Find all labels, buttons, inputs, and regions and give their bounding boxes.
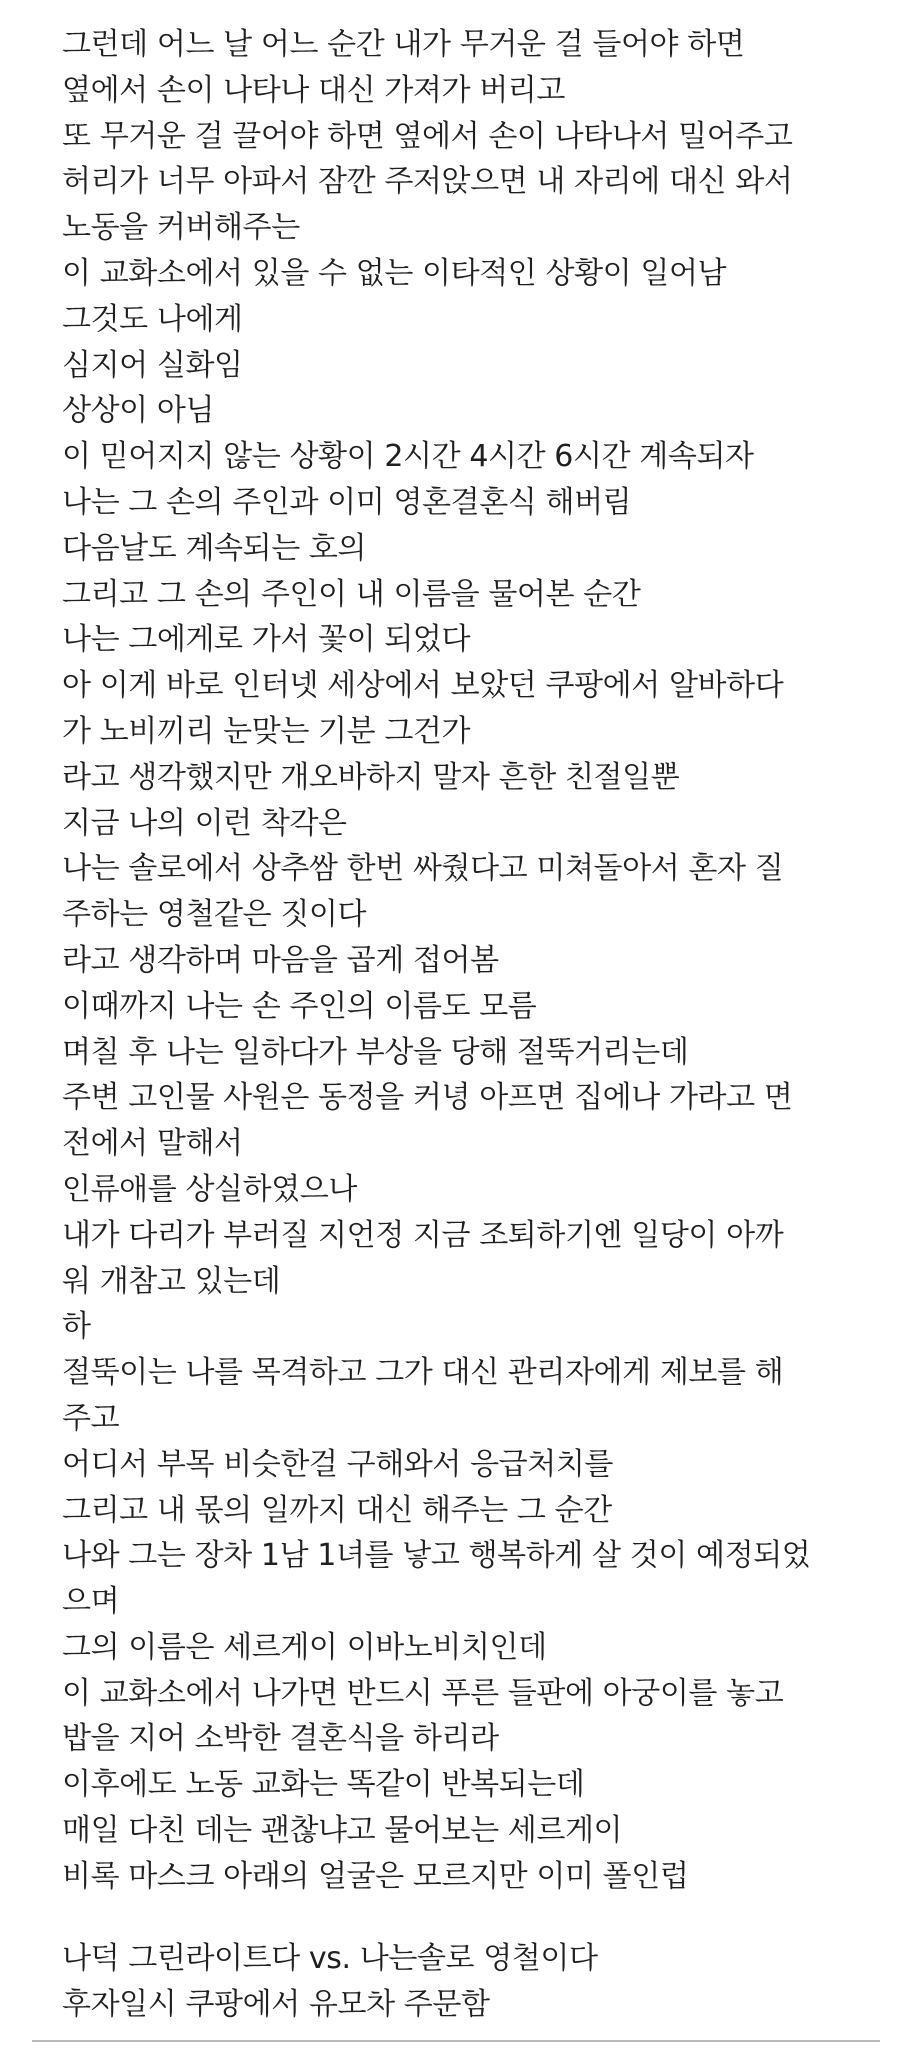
text-line: 노동을 커버해주는 bbox=[62, 210, 300, 246]
text-line: 며칠 후 나는 일하다가 부상을 당해 절뚝거리는데 bbox=[62, 1034, 689, 1070]
text-line: 워 개참고 있는데 bbox=[62, 1263, 281, 1299]
text-line: 그리고 그 손의 주인이 내 이름을 물어본 순간 bbox=[62, 576, 641, 612]
text-line: 어디서 부목 비슷한걸 구해와서 응급처치를 bbox=[62, 1446, 613, 1482]
text-line: 절뚝이는 나를 목격하고 그가 대신 관리자에게 제보를 해 bbox=[62, 1355, 784, 1391]
text-line: 매일 다친 데는 괜찮냐고 물어보는 세르게이 bbox=[62, 1813, 623, 1849]
text-line: 하 bbox=[62, 1309, 91, 1345]
text-line: 나덕 그린라이트다 vs. 나는솔로 영철이다 bbox=[62, 1941, 598, 1976]
post-closing-paragraph bbox=[62, 1936, 882, 2028]
text-line: 그의 이름은 세르게이 이바노비치인데 bbox=[62, 1629, 547, 1665]
text-line: 주변 고인물 사원은 동정을 커녕 아프면 집에나 가라고 면 bbox=[62, 1080, 793, 1116]
text-line: 나와 그는 장차 1남 1녀를 낳고 행복하게 살 것이 예정되었 bbox=[62, 1538, 811, 1574]
text-line: 이 교화소에서 나가면 반드시 푸른 들판에 아궁이를 놓고 bbox=[62, 1675, 784, 1711]
text-line: 지금 나의 이런 착각은 bbox=[62, 805, 347, 841]
text-line: 허리가 너무 아파서 잠깐 주저앉으면 내 자리에 대신 와서 bbox=[62, 164, 793, 200]
text-line: 이때까지 나는 손 주인의 이름도 모름 bbox=[62, 988, 537, 1024]
text-line: 나는 그 손의 주인과 이미 영혼결혼식 해버림 bbox=[62, 484, 632, 520]
text-line: 주고 bbox=[62, 1400, 120, 1436]
text-line: 그리고 내 몫의 일까지 대신 해주는 그 순간 bbox=[62, 1492, 612, 1528]
text-line: 주하는 영철같은 짓이다 bbox=[62, 897, 367, 933]
text-line: 내가 다리가 부러질 지언정 지금 조퇴하기엔 일당이 아까 bbox=[62, 1217, 784, 1253]
post-main-paragraph bbox=[62, 22, 882, 1900]
text-line: 아 이게 바로 인터넷 세상에서 보았던 쿠팡에서 알바하다 bbox=[62, 668, 784, 704]
text-line: 후자일시 쿠팡에서 유모차 주문함 bbox=[62, 1986, 490, 2022]
text-line: 옆에서 손이 나타나 대신 가져가 버리고 bbox=[62, 72, 565, 108]
text-line: 그런데 어느 날 어느 순간 내가 무거운 걸 들어야 하면 bbox=[62, 27, 745, 62]
text-line: 그것도 나에게 bbox=[62, 301, 243, 337]
text-line: 이후에도 노동 교화는 똑같이 반복되는데 bbox=[62, 1767, 585, 1803]
text-line: 인류애를 상실하였으나 bbox=[62, 1171, 357, 1207]
text-line: 라고 생각하며 마음을 곱게 접어봄 bbox=[62, 942, 499, 978]
text-line: 전에서 말해서 bbox=[62, 1126, 243, 1162]
text-line: 나는 그에게로 가서 꽃이 되었다 bbox=[62, 622, 471, 658]
text-line: 으며 bbox=[62, 1584, 120, 1620]
text-line: 가 노비끼리 눈맞는 기분 그건가 bbox=[62, 713, 471, 749]
text-line: 심지어 실화임 bbox=[62, 347, 243, 383]
text-line: 비록 마스크 아래의 얼굴은 모르지만 이미 폴인럽 bbox=[62, 1858, 689, 1894]
bottom-divider bbox=[32, 2040, 880, 2042]
text-line: 라고 생각했지만 개오바하지 말자 흔한 친절일뿐 bbox=[62, 759, 680, 795]
text-line: 이 믿어지지 않는 상황이 2시간 4시간 6시간 계속되자 bbox=[62, 439, 754, 475]
text-line: 이 교화소에서 있을 수 없는 이타적인 상황이 일어남 bbox=[62, 255, 727, 291]
text-line: 다음날도 계속되는 호의 bbox=[62, 530, 367, 566]
text-line: 또 무거운 걸 끌어야 하면 옆에서 손이 나타나서 밀어주고 bbox=[62, 118, 793, 154]
text-line: 나는 솔로에서 상추쌈 한번 싸줬다고 미쳐돌아서 혼자 질 bbox=[62, 851, 784, 887]
text-line: 상상이 아님 bbox=[62, 393, 215, 429]
text-line: 밥을 지어 소박한 결혼식을 하리라 bbox=[62, 1721, 499, 1757]
